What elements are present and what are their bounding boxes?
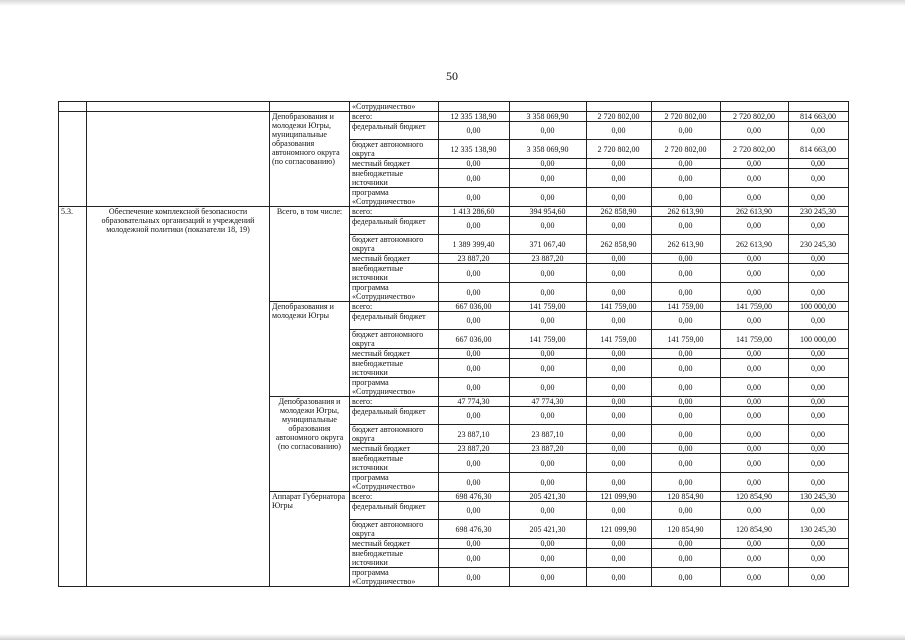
value-cell: 0,00 [721, 454, 789, 473]
value-cell: 23 887,20 [439, 444, 510, 454]
cell-empty [510, 102, 587, 112]
value-cell: 1 413 286,60 [439, 207, 510, 217]
value-cell: 0,00 [789, 359, 849, 378]
value-cell: 262 858,90 [587, 235, 652, 254]
executor-cell: Депобразования и молодежи Югры [270, 302, 350, 397]
value-cell: 0,00 [587, 397, 652, 407]
value-cell: 0,00 [439, 454, 510, 473]
value-cell: 667 036,00 [439, 330, 510, 349]
value-cell: 0,00 [789, 264, 849, 283]
value-cell: 141 759,00 [652, 330, 721, 349]
value-cell: 0,00 [510, 169, 587, 188]
cell-empty [789, 102, 849, 112]
value-cell: 0,00 [587, 312, 652, 330]
value-cell: 0,00 [652, 397, 721, 407]
value-cell: 205 421,30 [510, 520, 587, 539]
source-cell: программа «Сотрудничество» [350, 283, 439, 302]
value-cell: 0,00 [652, 568, 721, 587]
source-cell: внебюджетные источники [350, 454, 439, 473]
value-cell: 0,00 [789, 407, 849, 425]
value-cell: 0,00 [439, 349, 510, 359]
value-cell: 23 887,10 [510, 425, 587, 444]
value-cell: 0,00 [721, 539, 789, 549]
value-cell: 23 887,20 [439, 254, 510, 264]
value-cell: 0,00 [721, 378, 789, 397]
scan-edge-bottom [0, 634, 905, 640]
cell-empty [652, 102, 721, 112]
value-cell: 0,00 [652, 312, 721, 330]
continuation-row [59, 102, 849, 112]
value-cell: 0,00 [789, 378, 849, 397]
value-cell: 230 245,30 [789, 235, 849, 254]
source-cell: федеральный бюджет [350, 502, 439, 520]
source-cell: федеральный бюджет [350, 407, 439, 425]
value-cell: 0,00 [652, 283, 721, 302]
value-cell: 698 476,30 [439, 492, 510, 502]
source-cell: внебюджетные источники [350, 169, 439, 188]
value-cell: 12 335 138,90 [439, 140, 510, 159]
value-cell: 2 720 802,00 [652, 112, 721, 122]
value-cell: 0,00 [510, 359, 587, 378]
scan-edge-top [0, 0, 905, 6]
value-cell: 814 663,00 [789, 112, 849, 122]
value-cell: 0,00 [652, 217, 721, 235]
budget-table [58, 101, 849, 587]
value-cell: 0,00 [439, 378, 510, 397]
value-cell: 3 358 069,90 [510, 112, 587, 122]
value-cell: 0,00 [439, 549, 510, 568]
value-cell: 0,00 [721, 502, 789, 520]
value-cell: 0,00 [439, 217, 510, 235]
source-cell: программа «Сотрудничество» [350, 378, 439, 397]
value-cell: 0,00 [652, 359, 721, 378]
value-cell: 100 000,00 [789, 330, 849, 349]
value-cell: 0,00 [510, 539, 587, 549]
value-cell: 0,00 [439, 188, 510, 207]
cell-empty [87, 102, 270, 112]
value-cell: 0,00 [587, 568, 652, 587]
value-cell: 0,00 [587, 217, 652, 235]
value-cell: 141 759,00 [587, 330, 652, 349]
value-cell: 0,00 [789, 549, 849, 568]
source-cell: местный бюджет [350, 254, 439, 264]
value-cell: 0,00 [721, 444, 789, 454]
value-cell: 0,00 [789, 169, 849, 188]
value-cell: 0,00 [652, 122, 721, 140]
table-body [59, 102, 849, 587]
value-cell: 0,00 [721, 217, 789, 235]
value-cell: 0,00 [789, 122, 849, 140]
cell-empty [587, 102, 652, 112]
value-cell: 0,00 [439, 159, 510, 169]
value-cell: 814 663,00 [789, 140, 849, 159]
value-cell: 0,00 [789, 312, 849, 330]
executor-cell: Всего, в том числе: [270, 207, 350, 302]
value-cell: 205 421,30 [510, 492, 587, 502]
value-cell: 0,00 [587, 159, 652, 169]
value-cell: 0,00 [789, 539, 849, 549]
cell-empty [59, 112, 87, 207]
value-cell: 0,00 [439, 283, 510, 302]
value-cell: 0,00 [721, 349, 789, 359]
source-cell: федеральный бюджет [350, 312, 439, 330]
value-cell: 0,00 [439, 407, 510, 425]
value-cell: 262 613,90 [721, 207, 789, 217]
source-cell: местный бюджет [350, 539, 439, 549]
value-cell: 0,00 [510, 264, 587, 283]
source-cell: всего: [350, 207, 439, 217]
source-cell: всего: [350, 492, 439, 502]
value-cell: 0,00 [652, 264, 721, 283]
source-cell: программа «Сотрудничество» [350, 568, 439, 587]
value-cell: 0,00 [789, 159, 849, 169]
value-cell: 0,00 [587, 264, 652, 283]
value-cell: 0,00 [587, 407, 652, 425]
section-number: 5.3. [59, 207, 87, 587]
value-cell: 0,00 [510, 349, 587, 359]
source-cell: всего: [350, 112, 439, 122]
value-cell: 394 954,60 [510, 207, 587, 217]
value-cell: 141 759,00 [510, 302, 587, 312]
source-cell: местный бюджет [350, 349, 439, 359]
value-cell: 0,00 [439, 539, 510, 549]
value-cell: 0,00 [652, 407, 721, 425]
value-cell: 0,00 [439, 568, 510, 587]
value-cell: 230 245,30 [789, 207, 849, 217]
cell-empty [59, 102, 87, 112]
value-cell: 0,00 [652, 378, 721, 397]
value-cell: 0,00 [587, 283, 652, 302]
value-cell: 0,00 [789, 454, 849, 473]
source-cell: местный бюджет [350, 444, 439, 454]
value-cell: 0,00 [652, 444, 721, 454]
value-cell: 2 720 802,00 [587, 112, 652, 122]
value-cell: 0,00 [721, 254, 789, 264]
source-cell: бюджет автономного округа [350, 425, 439, 444]
value-cell: 120 854,90 [652, 492, 721, 502]
value-cell: 0,00 [721, 359, 789, 378]
value-cell: 0,00 [510, 407, 587, 425]
source-cell: бюджет автономного округа [350, 520, 439, 539]
value-cell: 0,00 [789, 502, 849, 520]
value-cell: 0,00 [510, 568, 587, 587]
value-cell: 0,00 [587, 169, 652, 188]
value-cell: 0,00 [721, 264, 789, 283]
value-cell: 0,00 [587, 188, 652, 207]
value-cell: 0,00 [652, 549, 721, 568]
value-cell: 0,00 [721, 549, 789, 568]
value-cell: 0,00 [510, 454, 587, 473]
page-number: 50 [446, 69, 458, 83]
value-cell: 0,00 [587, 454, 652, 473]
value-cell: 0,00 [439, 122, 510, 140]
value-cell: 121 099,90 [587, 492, 652, 502]
value-cell: 262 613,90 [652, 207, 721, 217]
source-cell: программа «Сотрудничество» [350, 473, 439, 492]
value-cell: 100 000,00 [789, 302, 849, 312]
value-cell: 0,00 [439, 264, 510, 283]
value-cell: 0,00 [789, 349, 849, 359]
source-cell: всего: [350, 397, 439, 407]
value-cell: 121 099,90 [587, 520, 652, 539]
value-cell: 667 036,00 [439, 302, 510, 312]
value-cell: 120 854,90 [721, 492, 789, 502]
value-cell: 2 720 802,00 [721, 112, 789, 122]
value-cell: 3 358 069,90 [510, 140, 587, 159]
value-cell: 0,00 [439, 312, 510, 330]
value-cell: 141 759,00 [721, 302, 789, 312]
source-cell: федеральный бюджет [350, 122, 439, 140]
value-cell: 0,00 [652, 454, 721, 473]
value-cell: 262 613,90 [652, 235, 721, 254]
section-name: Обеспечение комплексной безопасности образовательных организаций и учреждений молодежной политики (показатели 18, 19) [87, 207, 270, 587]
value-cell: 0,00 [510, 122, 587, 140]
source-cell: «Сотрудничество» [350, 102, 439, 112]
value-cell: 1 389 399,40 [439, 235, 510, 254]
value-cell: 0,00 [510, 159, 587, 169]
source-cell: бюджет автономного округа [350, 330, 439, 349]
value-cell: 0,00 [587, 254, 652, 264]
value-cell: 0,00 [721, 568, 789, 587]
value-cell: 0,00 [721, 188, 789, 207]
value-cell: 0,00 [652, 425, 721, 444]
value-cell: 2 720 802,00 [587, 140, 652, 159]
source-cell: местный бюджет [350, 159, 439, 169]
value-cell: 0,00 [587, 122, 652, 140]
value-cell: 0,00 [721, 169, 789, 188]
executor-cell: Депобразования и молодежи Югры, муниципальные образования автономного округа (по согласованию) [270, 397, 350, 492]
value-cell: 120 854,90 [721, 520, 789, 539]
value-cell: 23 887,20 [510, 444, 587, 454]
value-cell: 0,00 [789, 283, 849, 302]
value-cell: 0,00 [789, 254, 849, 264]
value-cell: 0,00 [439, 359, 510, 378]
value-cell: 2 720 802,00 [652, 140, 721, 159]
value-cell: 0,00 [510, 188, 587, 207]
value-cell: 2 720 802,00 [721, 140, 789, 159]
value-cell: 141 759,00 [587, 302, 652, 312]
value-cell: 0,00 [721, 159, 789, 169]
value-cell: 0,00 [789, 188, 849, 207]
value-cell: 0,00 [789, 397, 849, 407]
value-cell: 0,00 [439, 502, 510, 520]
value-cell: 0,00 [510, 502, 587, 520]
value-cell: 130 245,30 [789, 492, 849, 502]
value-cell: 0,00 [721, 122, 789, 140]
table-row [59, 112, 849, 122]
source-cell: бюджет автономного округа [350, 235, 439, 254]
cell-empty [439, 102, 510, 112]
cell-empty [87, 112, 270, 207]
value-cell: 12 335 138,90 [439, 112, 510, 122]
value-cell: 0,00 [510, 473, 587, 492]
value-cell: 0,00 [510, 217, 587, 235]
value-cell: 0,00 [587, 539, 652, 549]
cell-empty [721, 102, 789, 112]
value-cell: 0,00 [652, 254, 721, 264]
value-cell: 120 854,90 [652, 520, 721, 539]
value-cell: 0,00 [439, 473, 510, 492]
value-cell: 0,00 [587, 378, 652, 397]
source-cell: внебюджетные источники [350, 359, 439, 378]
executor-cell: Аппарат Губернатора Югры [270, 492, 350, 587]
value-cell: 0,00 [721, 407, 789, 425]
value-cell: 698 476,30 [439, 520, 510, 539]
value-cell: 0,00 [721, 312, 789, 330]
cell-empty [270, 102, 350, 112]
value-cell: 47 774,30 [510, 397, 587, 407]
value-cell: 0,00 [439, 169, 510, 188]
value-cell: 0,00 [587, 444, 652, 454]
value-cell: 0,00 [587, 359, 652, 378]
value-cell: 0,00 [587, 349, 652, 359]
source-cell: программа «Сотрудничество» [350, 188, 439, 207]
source-cell: всего: [350, 302, 439, 312]
source-cell: бюджет автономного округа [350, 140, 439, 159]
value-cell: 0,00 [587, 549, 652, 568]
value-cell: 0,00 [587, 425, 652, 444]
value-cell: 23 887,20 [510, 254, 587, 264]
value-cell: 0,00 [510, 378, 587, 397]
value-cell: 0,00 [652, 539, 721, 549]
source-cell: внебюджетные источники [350, 264, 439, 283]
value-cell: 0,00 [652, 169, 721, 188]
value-cell: 47 774,30 [439, 397, 510, 407]
value-cell: 0,00 [721, 283, 789, 302]
value-cell: 0,00 [789, 444, 849, 454]
value-cell: 0,00 [587, 473, 652, 492]
value-cell: 0,00 [789, 425, 849, 444]
value-cell: 0,00 [789, 568, 849, 587]
value-cell: 0,00 [652, 502, 721, 520]
value-cell: 262 858,90 [587, 207, 652, 217]
value-cell: 141 759,00 [652, 302, 721, 312]
value-cell: 141 759,00 [721, 330, 789, 349]
value-cell: 0,00 [510, 312, 587, 330]
value-cell: 0,00 [652, 159, 721, 169]
value-cell: 262 613,90 [721, 235, 789, 254]
executor-cell: Депобразования и молодежи Югры, муниципальные образования автономного округа (по согласованию) [270, 112, 350, 207]
table-row [59, 207, 849, 217]
value-cell: 0,00 [789, 473, 849, 492]
source-cell: внебюджетные источники [350, 549, 439, 568]
value-cell: 23 887,10 [439, 425, 510, 444]
source-cell: федеральный бюджет [350, 217, 439, 235]
value-cell: 0,00 [652, 349, 721, 359]
value-cell: 0,00 [789, 217, 849, 235]
value-cell: 0,00 [721, 425, 789, 444]
value-cell: 0,00 [587, 502, 652, 520]
value-cell: 371 067,40 [510, 235, 587, 254]
value-cell: 0,00 [652, 473, 721, 492]
value-cell: 0,00 [721, 473, 789, 492]
value-cell: 0,00 [721, 397, 789, 407]
value-cell: 0,00 [510, 549, 587, 568]
value-cell: 141 759,00 [510, 330, 587, 349]
value-cell: 0,00 [652, 188, 721, 207]
value-cell: 130 245,30 [789, 520, 849, 539]
value-cell: 0,00 [510, 283, 587, 302]
